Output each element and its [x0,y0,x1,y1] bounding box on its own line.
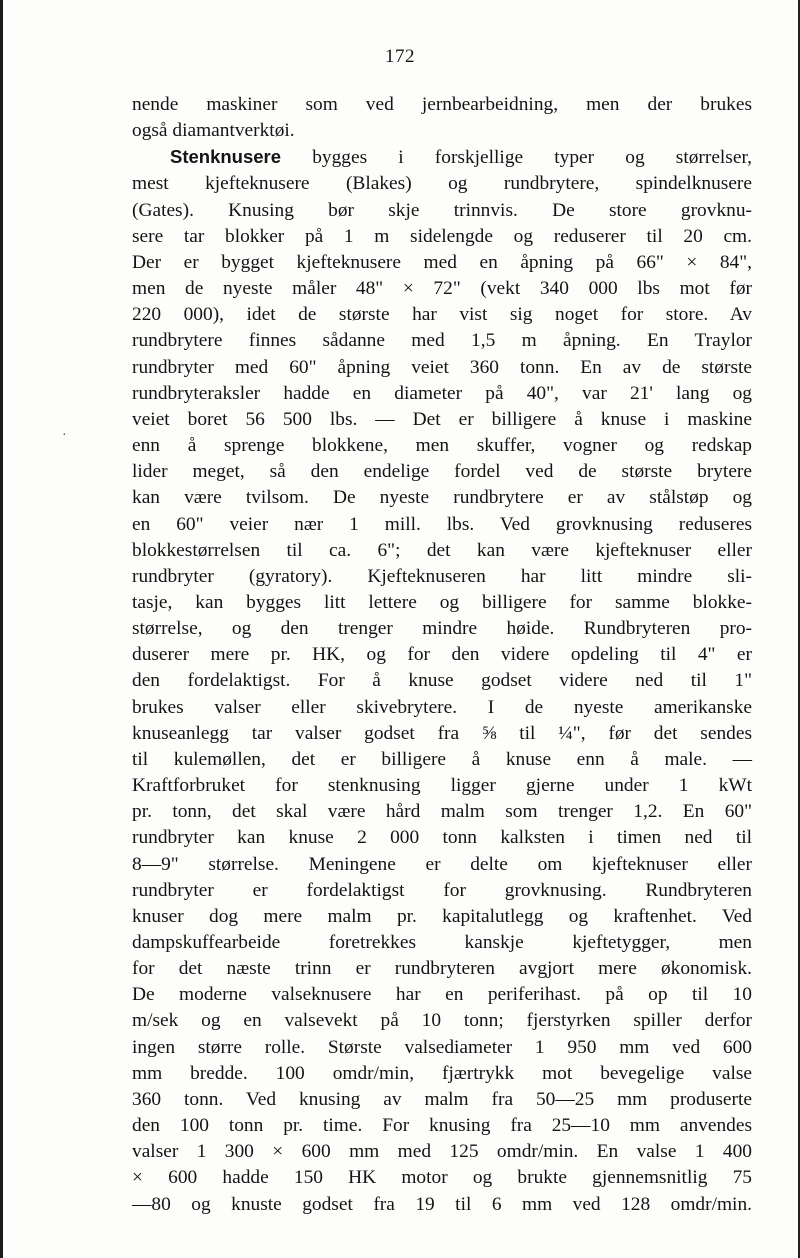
text-line: 220 000), idet de største har vist sig noget for store. Av [132,304,752,326]
text-fragment: bygges i forskjellige typer og størrelser, [312,147,752,169]
text-line: rundbryter kan knuse 2 000 tonn kalksten i timen ned til [132,827,752,849]
text-line: lider meget, så den endelige fordel ved de største brytere [132,461,752,483]
text-line: også diamantverktøi. [132,120,295,142]
text-line: (Gates). Knusing bør skje trinnvis. De store grovknu- [132,199,752,221]
text-line: for det næste trinn er rundbryteren avgjort mere økonomisk. [132,958,752,980]
text-line: den fordelaktigst. For å knuse godset videre ned til 1" [132,670,752,692]
text-line: men de nyeste måler 48" × 72" (vekt 340 000 lbs mot før [132,278,752,300]
page-number: 172 [385,46,415,67]
text-line: knuseanlegg tar valser godset fra ⅝ til ¼", før det sendes [132,722,752,744]
text-line: rundbrytere finnes sådanne med 1,5 m åpning. En Traylor [132,330,752,352]
text-line: tasje, kan bygges litt lettere og billigere for samme blokke- [132,591,752,613]
text-line: pr. tonn, det skal være hård malm som trenger 1,2. En 60" [132,801,752,823]
text-line: knuser dog mere malm pr. kapitalutlegg og kraftenhet. Ved [132,905,752,927]
text-line: veiet boret 56 500 lbs. — Det er billigere å knuse i maskine [132,408,752,430]
text-line: rundbryter er fordelaktigst for grovknusing. Rundbryteren [132,879,752,901]
text-line: en 60" veier nær 1 mill. lbs. Ved grovknusing reduseres [132,513,752,535]
text-line: valser 1 300 × 600 mm med 125 omdr/min. En valse 1 400 [132,1141,752,1163]
text-line: m/sek og en valsevekt på 10 tonn; fjerstyrken spiller derfor [132,1010,752,1032]
text-line: mm bredde. 100 omdr/min, fjærtrykk mot bevegelige valse [132,1062,752,1084]
page-border-left [0,0,3,1258]
paragraph-first-line [132,144,752,171]
body-text [132,92,752,1218]
text-line: 360 tonn. Ved knusing av malm fra 50—25 mm produserte [132,1088,752,1110]
text-line: rundbryter med 60" åpning veiet 360 tonn. En av de største [132,356,752,378]
text-line: til kulemøllen, det er billigere å knuse enn å male. — [132,748,752,770]
text-line: 8—9" størrelse. Meningene er delte om kjefteknuser eller [132,853,752,875]
text-line: den 100 tonn pr. time. For knusing fra 25—10 mm anvendes [132,1115,752,1137]
text-line: Kraftforbruket for stenknusing ligger gjerne under 1 kWt [132,775,752,797]
margin-mark: · [62,428,67,443]
text-line: De moderne valseknusere har en periferihast. på op til 10 [132,984,752,1006]
text-line: størrelse, og den trenger mindre høide. Rundbryteren pro- [132,618,752,640]
text-line: Der er bygget kjefteknusere med en åpning på 66" × 84", [132,251,752,273]
text-line: dampskuffearbeide foretrekkes kanskje kjeftetygger, men [132,932,752,953]
text-line: enn å sprenge blokkene, men skuffer, vogner og redskap [132,435,752,457]
text-line: nende maskiner som ved jernbearbeidning, men der brukes [132,94,752,115]
text-line: —80 og knuste godset fra 19 til 6 mm ved 128 omdr/min. [132,1193,752,1215]
text-line: sere tar blokker på 1 m sidelengde og reduserer til 20 cm. [132,225,752,247]
lead-term: Stenknusere [170,146,282,168]
text-line: × 600 hadde 150 HK motor og brukte gjennemsnitlig 75 [132,1167,752,1189]
text-line: mest kjefteknusere (Blakes) og rundbrytere, spindelknusere [132,173,752,195]
text-line: brukes valser eller skivebrytere. I de nyeste amerikanske [132,696,752,718]
text-line: rundbryter (gyratory). Kjefteknuseren har litt mindre sli- [132,565,752,587]
text-line: rundbryteraksler hadde en diameter på 40", var 21' lang og [132,382,752,404]
text-line: duserer mere pr. HK, og for den videre opdeling til 4" er [132,644,752,666]
text-line: kan være tvilsom. De nyeste rundbrytere er av stålstøp og [132,487,752,509]
text-line: blokkestørrelsen til ca. 6"; det kan være kjefteknuser eller [132,539,752,561]
text-line: ingen større rolle. Største valsediameter 1 950 mm ved 600 [132,1036,752,1058]
